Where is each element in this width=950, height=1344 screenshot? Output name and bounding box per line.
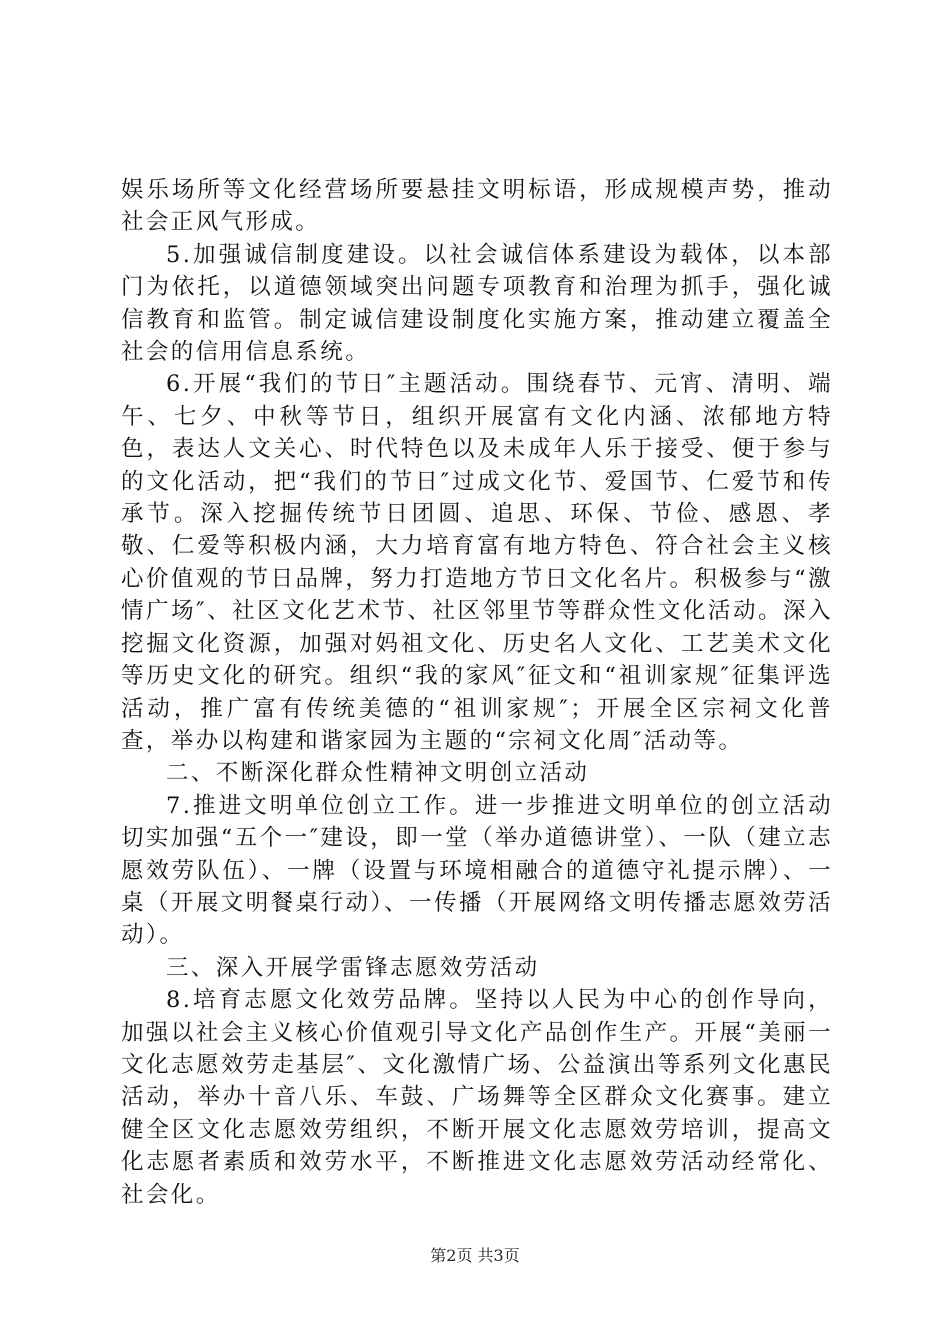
section-heading-2: 二、不断深化群众性精神文明创立活动 xyxy=(166,760,590,787)
section-heading-3: 三、深入开展学雷锋志愿效劳活动 xyxy=(166,954,540,981)
paragraph-item-5: 5.加强诚信制度建设。以社会诚信体系建设为载体，以本部门为依托，以道德领域突出问题专项教育和治理为抓手，强化诚信教育和监管。制定诚信建设制度化实施方案，推动建立覆盖全社会的信用信息系统。 xyxy=(121,241,833,366)
paragraph-item-8: 8.培育志愿文化效劳品牌。坚持以人民为中心的创作导向，加强以社会主义核心价值观引导文化产品创作生产。开展“美丽一文化志愿效劳走基层″、文化激情广场、公益演出等系列文化惠民活动，举办十音八乐、车鼓、广场舞等全区群众文化赛事。建立健全区文化志愿效劳组织，不断开展文化志愿效劳培训，提高文化志愿者素质和效劳水平，不断推进文化志愿效劳活动经常化、社会化。 xyxy=(121,987,833,1208)
paragraph-item-6: 6.开展“我们的节日″主题活动。围绕春节、元宵、清明、端午、七夕、中秋等节日，组织开展富有文化内涵、浓郁地方特色，表达人文关心、时代特色以及未成年人乐于接受、便于参与的文化活动，把“我们的节日″过成文化节、爱国节、仁爱节和传承节。深入挖掘传统节日团圆、追思、环保、节俭、感恩、孝敬、仁爱等积极内涵，大力培育富有地方特色、符合社会主义核心价值观的节日品牌，努力打造地方节日文化名片。积极参与“激情广场″、社区文化艺术节、社区邻里节等群众性文化活动。深入挖掘文化资源，加强对妈祖文化、历史名人文化、工艺美术文化等历史文化的研究。组织“我的家风″征文和“祖训家规″征集评选活动，推广富有传统美德的“祖训家规″；开展全区宗祠文化普查，举办以构建和谐家园为主题的“宗祠文化周″活动等。 xyxy=(121,371,833,754)
page-number-footer: 第2页 共3页 xyxy=(430,1246,520,1265)
paragraph: 娱乐场所等文化经营场所要悬挂文明标语，形成规模声势，推动社会正风气形成。 xyxy=(121,177,833,236)
body-text xyxy=(121,174,833,1211)
paragraph-item-7: 7.推进文明单位创立工作。进一步推进文明单位的创立活动切实加强“五个一″建设，即一堂（举办道德讲堂）、一队（建立志愿效劳队伍）、一牌（设置与环境相融合的道德守礼提示牌）、一桌（开展文明餐桌行动）、一传播（开展网络文明传播志愿效劳活动）。 xyxy=(121,792,833,949)
